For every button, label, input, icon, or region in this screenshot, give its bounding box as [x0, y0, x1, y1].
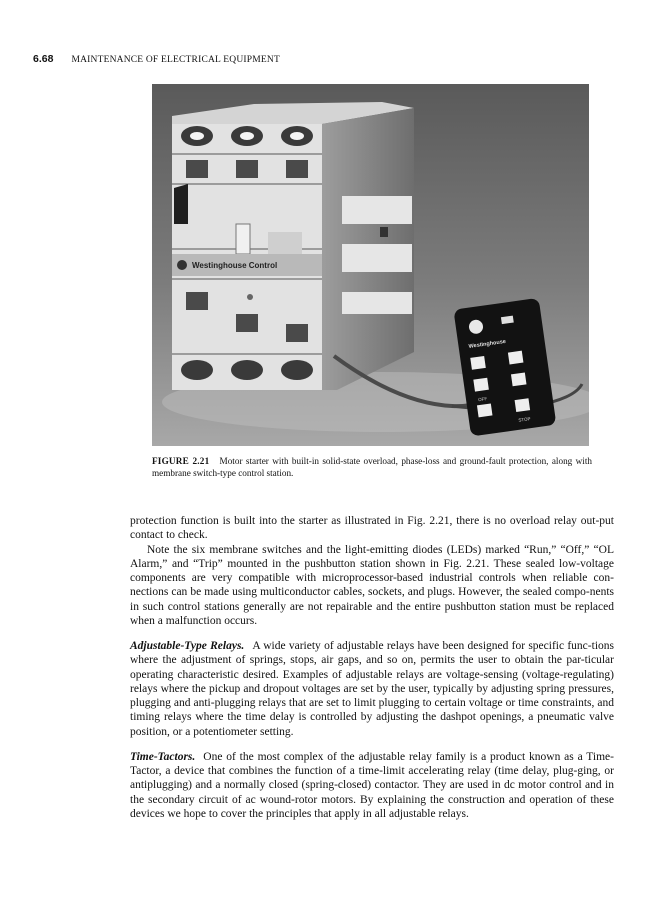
figure-photo	[152, 84, 589, 446]
body-text	[130, 514, 614, 821]
section-heading-time-tactors: Time-Tactors.	[130, 750, 196, 763]
section-text-adjustable: A wide variety of adjustable relays have been designed for specific func-tions where the adjustment of springs, stops, air gaps, and so on, permits the user to obtain the par-ticular operating characteristic desired. Examples of adjustable relays are voltage-sensing (voltage-regulating) relays where the pickup and dropout voltages are set by the user, typically by adjusting spring pressures, plugging and anti-plugging relays that are set to limit plugging to certain voltage or time constraints, and timing relays where the time delay is controlled by adjusting the dashpot openings, a pneumatic valve position, or a potentiometer setting.	[130, 640, 614, 738]
figure-caption-text: Motor starter with built-in solid-state overload, phase-loss and ground-fault protection, along with membrane switch-type control station.	[152, 456, 592, 478]
section-heading-adjustable: Adjustable-Type Relays.	[130, 640, 245, 652]
page-number: 6.68	[33, 53, 54, 65]
figure-caption	[152, 456, 592, 479]
running-title: MAINTENANCE OF ELECTRICAL EQUIPMENT	[71, 55, 280, 65]
page-header	[33, 49, 633, 63]
station-brand: Westinghouse	[468, 338, 507, 350]
brand-label: Westinghouse Control	[192, 261, 278, 270]
station-off-label: OFF	[477, 395, 488, 403]
paragraph-1: protection function is built into the starter as illustrated in Fig. 2.21, there is no overload relay out-put contact to check.	[130, 515, 614, 542]
paragraph-2: Note the six membrane switches and the light-emitting diodes (LEDs) marked “Run,” “Off,” “OL Alarm,” and “Trip” mounted in the pushbutton station shown in Fig. 2.21. These sealed low-voltage components are very compatible with microprocessor-based industrial controls when reliable con-nections can be made using multiconductor cables, sockets, and plugs. However, the sealed compo-nents in such control stations generally are not repairable and the entire pushbutton station must be replaced when a malfunction occurs.	[130, 543, 614, 627]
section-time-tactors	[130, 750, 614, 821]
figure-label: FIGURE 2.21	[152, 456, 210, 466]
station-stop-label: STOP	[518, 416, 531, 423]
section-adjustable-relays	[130, 639, 614, 739]
section-text-time-tactors: One of the most complex of the adjustable relay family is a product known as a Time-Tactor, a device that combines the function of a time-limit accelerating relay (time delay, plug-ging, or antiplugging) and a normally closed (spring-closed) contactor. They are used in dc motor control and in the secondary circuit of ac wound-rotor motors. By explaining the construction and operation of these devices we hope to cover the principles that apply in all adjustable relays.	[130, 750, 614, 820]
